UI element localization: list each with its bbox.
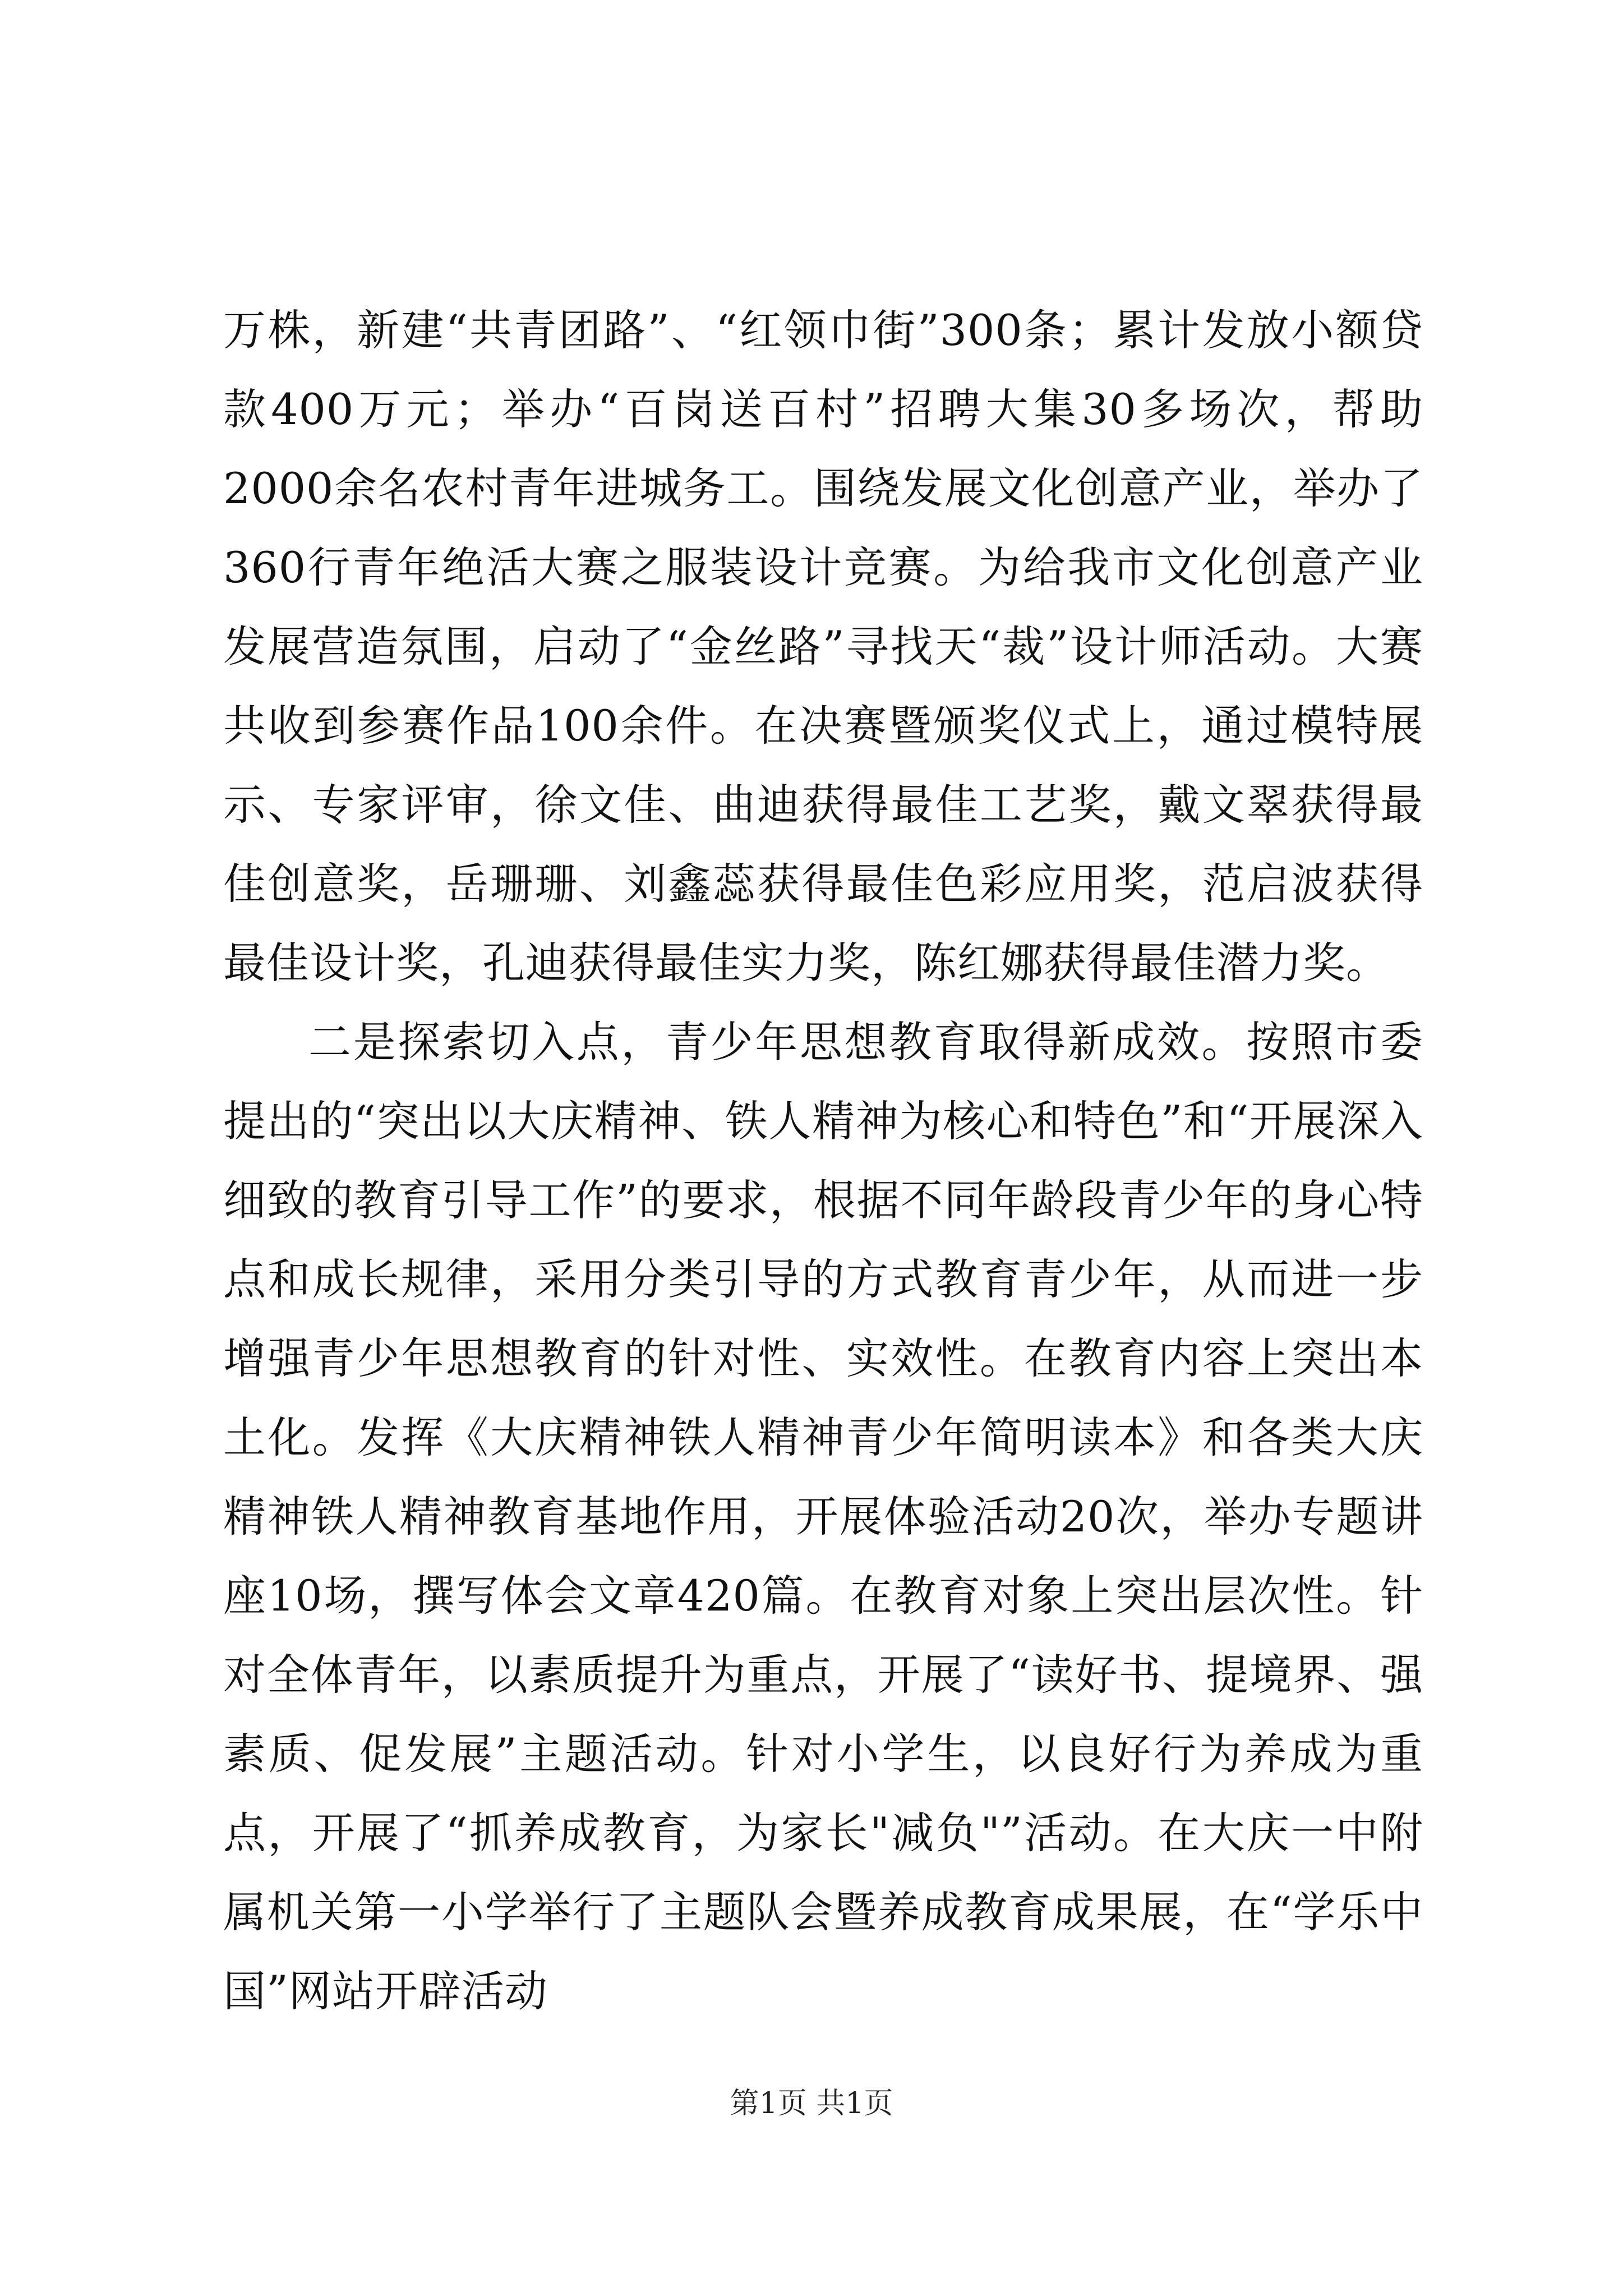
paragraph-2: 二是探索切入点，青少年思想教育取得新成效。按照市委提出的“突出以大庆精神、铁人精神为核心和特色”和“开展深入细致的教育引导工作”的要求，根据不同年龄段青少年的身心特点和成长规律，采用分类引导的方式教育青少年，从而进一步增强青少年思想教育的针对性、实效性。在教育内容上突出本土化。发挥《大庆精神铁人精神青少年简明读本》和各类大庆精神铁人精神教育基地作用，开展体验活动20次，举办专题讲座10场，撰写体会文章420篇。在教育对象上突出层次性。针对全体青年，以素质提升为重点，开展了“读好书、提境界、强素质、促发展”主题活动。针对小学生，以良好行为养成为重点，开展了“抓养成教育，为家长"减负"”活动。在大庆一中附属机关第一小学举行了主题队会暨养成教育成果展，在“学乐中国”网站开辟活动 <box>223 1017 1423 2016</box>
document-body <box>223 291 1423 2031</box>
paragraph-1: 万株，新建“共青团路”、“红领巾街”300条；累计发放小额贷款400万元；举办“百岗送百村”招聘大集30多场次，帮助2000余名农村青年进城务工。围绕发展文化创意产业，举办了360行青年绝活大赛之服装设计竞赛。为给我市文化创意产业发展营造氛围，启动了“金丝路”寻找天“裁”设计师活动。大赛共收到参赛作品100余件。在决赛暨颁奖仪式上，通过模特展示、专家评审，徐文佳、曲迪获得最佳工艺奖，戴文翠获得最佳创意奖，岳珊珊、刘鑫蕊获得最佳色彩应用奖，范启波获得最佳设计奖，孔迪获得最佳实力奖，陈红娜获得最佳潜力奖。 <box>223 305 1423 988</box>
page-footer: 第1页 共1页 <box>730 2087 893 2120</box>
